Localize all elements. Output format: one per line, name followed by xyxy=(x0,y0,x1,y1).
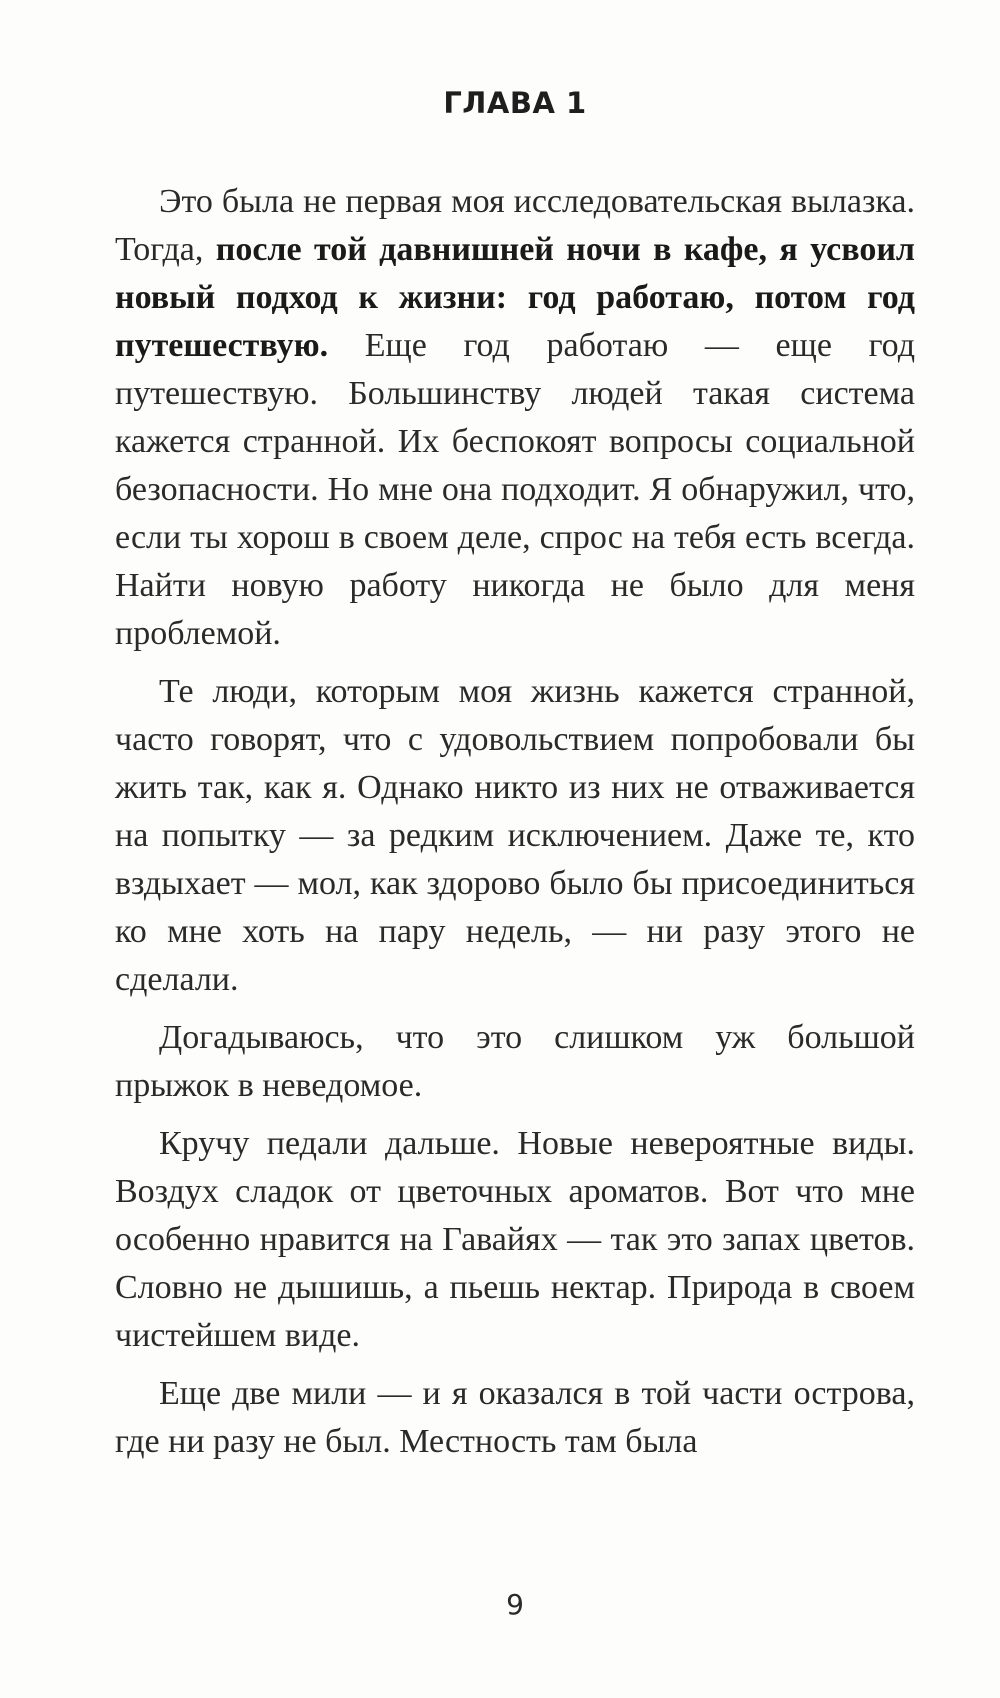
paragraph-1 xyxy=(115,178,915,658)
page-number: 9 xyxy=(506,1588,524,1621)
chapter-title: ГЛАВА 1 xyxy=(443,86,587,120)
text-body xyxy=(115,178,915,1476)
paragraph-1-intro: Это была не первая моя исследовательская вылазка. Тогда, xyxy=(115,183,915,268)
paragraph-2: Те люди, которым моя жизнь кажется странной, часто говорят, что с удовольствием попробовали бы жить так, как я. Однако никто из них не отваживается на попытку — за редким исключением. Даже те, кто вздыхает — мол, как здорово было бы присоединиться ко мне хоть на пару недель, — ни разу этого не сделали. xyxy=(115,673,915,998)
paragraph-1-bold-highlight: после той давнишней ночи в кафе, я усвоил новый подход к жизни: год работаю, потом год путешествую. xyxy=(115,231,915,364)
paragraph-3: Догадываюсь, что это слишком уж большой прыжок в неведомое. xyxy=(115,1019,915,1104)
paragraph-5: Еще две мили — и я оказался в той части острова, где ни разу не был. Местность там была xyxy=(115,1375,915,1460)
paragraph-1-rest: Еще год работаю — еще год путешествую. Большинству людей такая система кажется странной. Их беспокоят вопросы социальной безопасности. Но мне она подходит. Я обнаружил, что, если ты хорош в своем деле, спрос на тебя есть всегда. Найти новую работу никогда не было для меня проблемой. xyxy=(115,327,915,652)
paragraph-4: Кручу педали дальше. Новые невероятные виды. Воздух сладок от цветочных ароматов. Вот что мне особенно нравится на Гавайях — так это запах цветов. Словно не дышишь, а пьешь нектар. Природа в своем чистейшем виде. xyxy=(115,1125,915,1354)
